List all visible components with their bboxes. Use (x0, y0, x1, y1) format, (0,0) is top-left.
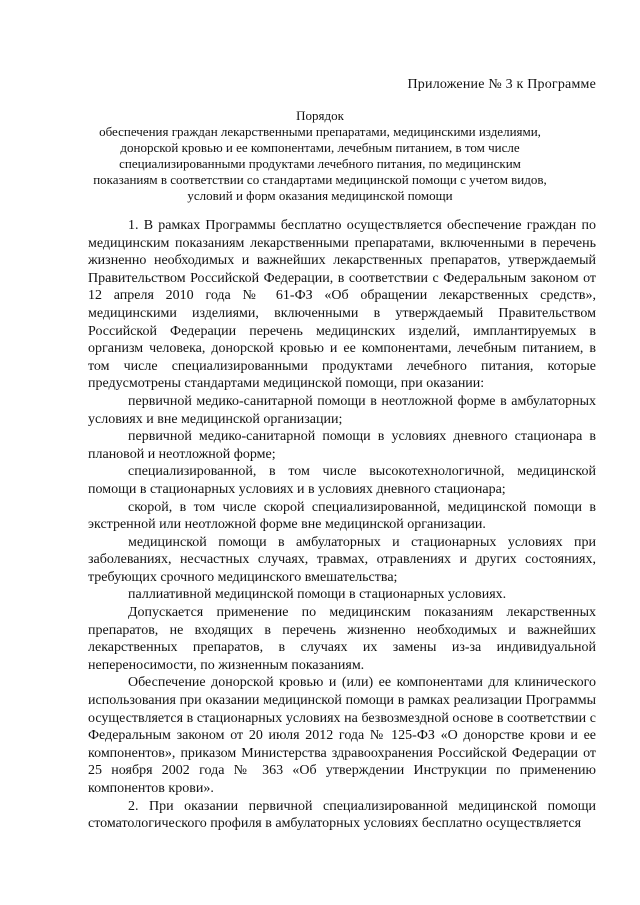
subtitle-line: специализированными продуктами лечебного питания, по медицинским (119, 156, 521, 171)
paragraph: 1. В рамках Программы бесплатно осуществляется обеспечение граждан по медицинским показаниям лекарственными препаратами, включенными в перечень жизненно необходимых и важнейших лекарственных препаратов, утверждаемый Правительством Российской Федерации, в соответствии с Федеральным законом от 12 апреля 2010 года № 61-ФЗ «Об обращении лекарственных средств», медицинскими изделиями, включенными в утверждаемый Правительством Российской Федерации перечень медицинских изделий, имплантируемых в организм человека, донорской кровью и ее компонентами, лечебным питанием, в том числе специализированными продуктами лечебного питания, которые предусмотрены стандартами медицинской помощи, при оказании: (88, 218, 596, 392)
paragraph: медицинской помощи в амбулаторных и стационарных условиях при заболеваниях, несчастных случаях, травмах, отравлениях и других состояниях, требующих срочного медицинского вмешательства; (88, 534, 596, 585)
document-title: Порядок (296, 108, 344, 123)
paragraph: Допускается применение по медицинским показаниям лекарственных препаратов, не входящих в перечень жизненно необходимых и важнейших лекарственных препаратов, в случаях их замены из-за индивидуальной непереносимости, по жизненным показаниям. (88, 605, 596, 673)
paragraph: специализированной, в том числе высокотехнологичной, медицинской помощи в стационарных условиях и в условиях дневного стационара; (88, 464, 596, 497)
subtitle-line: показаниям в соответствии со стандартами медицинской помощи с учетом видов, (93, 172, 547, 187)
paragraph: 2. При оказании первичной специализированной медицинской помощи стоматологического профиля в амбулаторных условиях бесплатно осуществляется (88, 798, 596, 832)
paragraph: Обеспечение донорской кровью и (или) ее компонентами для клинического использования при оказании медицинской помощи в рамках реализации Программы осуществляется в стационарных условиях на безвозмездной основе в соответствии с Федеральным законом от 20 июля 2012 года № 125-ФЗ «О донорстве крови и ее компонентов», приказом Министерства здравоохранения Российской Федерации от 25 ноября 2002 года № 363 «Об утверждении Инструкции по применению компонентов крови». (88, 675, 596, 796)
subtitle-line: донорской кровью и ее компонентами, лечебным питанием, в том числе (120, 140, 520, 155)
paragraph: скорой, в том числе скорой специализированной, медицинской помощи в экстренной или неотложной форме вне медицинской организации. (88, 499, 596, 533)
subtitle-line: обеспечения граждан лекарственными препаратами, медицинскими изделиями, (99, 124, 541, 139)
paragraph: первичной медико-санитарной помощи в условиях дневного стационара в плановой и неотложной форме; (88, 429, 596, 462)
appendix-label: Приложение № 3 к Программе (407, 77, 596, 92)
document-subtitle (90, 124, 550, 204)
paragraph: паллиативной медицинской помощи в стационарных условиях. (128, 587, 507, 603)
paragraph: первичной медико-санитарной помощи в неотложной форме в амбулаторных условиях и вне медицинской организации; (88, 393, 596, 427)
document-body (88, 217, 596, 833)
subtitle-line: условий и форм оказания медицинской помощи (187, 188, 453, 203)
